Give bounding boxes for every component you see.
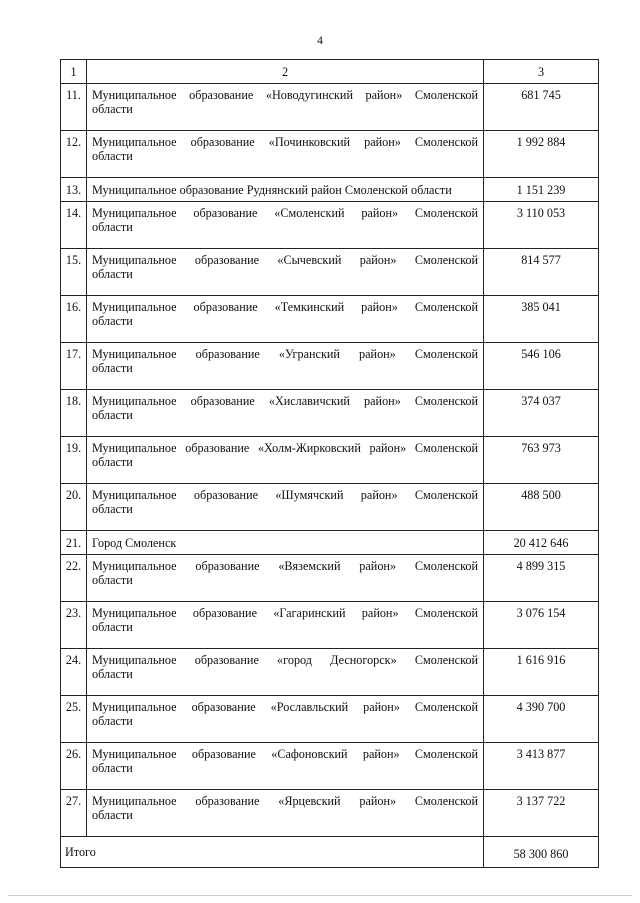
amount-value: 20 412 646 bbox=[484, 531, 599, 555]
column-header-name: 2 bbox=[87, 60, 484, 84]
municipality-name-line1: Муниципальное образование «Вяземский район» Смоленской bbox=[92, 559, 478, 573]
table-row bbox=[61, 178, 599, 202]
municipality-name-line2: области bbox=[92, 808, 133, 822]
table-row bbox=[61, 437, 599, 484]
municipality-name-line1: Муниципальное образование «Холм-Жирковский район» Смоленской bbox=[92, 441, 478, 455]
municipality-name-line1: Муниципальное образование «Хиславичский район» Смоленской bbox=[92, 394, 478, 408]
amount-value: 3 110 053 bbox=[484, 202, 599, 249]
municipality-name-line2: области bbox=[92, 220, 133, 234]
municipality-name-line1: Муниципальное образование «город Десногорск» Смоленской bbox=[92, 653, 478, 667]
amount-value: 4 899 315 bbox=[484, 555, 599, 602]
municipality-name-line2: области bbox=[92, 667, 133, 681]
column-header-number: 1 bbox=[61, 60, 87, 84]
municipality-name-line2: области bbox=[92, 102, 133, 116]
municipality-name bbox=[87, 296, 484, 343]
municipality-name-line1: Муниципальное образование «Ярцевский район» Смоленской bbox=[92, 794, 478, 808]
municipality-name bbox=[87, 202, 484, 249]
row-number: 16. bbox=[61, 296, 87, 343]
amount-value: 385 041 bbox=[484, 296, 599, 343]
municipality-name-line1: Муниципальное образование «Шумячский район» Смоленской bbox=[92, 488, 478, 502]
allocation-table bbox=[60, 59, 599, 868]
municipality-name bbox=[87, 390, 484, 437]
amount-value: 3 413 877 bbox=[484, 743, 599, 790]
table-row bbox=[61, 555, 599, 602]
municipality-name-line2: области bbox=[92, 455, 133, 469]
amount-value: 1 616 916 bbox=[484, 649, 599, 696]
table-row bbox=[61, 649, 599, 696]
table-row bbox=[61, 131, 599, 178]
table-header-row bbox=[61, 60, 599, 84]
row-number: 23. bbox=[61, 602, 87, 649]
row-number: 25. bbox=[61, 696, 87, 743]
row-number: 15. bbox=[61, 249, 87, 296]
municipality-name-line2: области bbox=[92, 620, 133, 634]
municipality-name-line2: области bbox=[92, 361, 133, 375]
table-row bbox=[61, 484, 599, 531]
municipality-name-line2: области bbox=[92, 408, 133, 422]
page-number: 4 bbox=[317, 33, 323, 47]
table-row bbox=[61, 531, 599, 555]
row-number: 19. bbox=[61, 437, 87, 484]
municipality-name-line1: Муниципальное образование «Темкинский район» Смоленской bbox=[92, 300, 478, 314]
municipality-name bbox=[87, 790, 484, 837]
municipality-name bbox=[87, 84, 484, 131]
amount-value: 1 151 239 bbox=[484, 178, 599, 202]
municipality-name-line1: Муниципальное образование «Рославльский район» Смоленской bbox=[92, 700, 478, 714]
municipality-name bbox=[87, 178, 484, 202]
amount-value: 763 973 bbox=[484, 437, 599, 484]
municipality-name bbox=[87, 743, 484, 790]
municipality-name-line1: Муниципальное образование «Новодугинский район» Смоленской bbox=[92, 88, 478, 102]
municipality-name bbox=[87, 531, 484, 555]
total-value: 58 300 860 bbox=[484, 837, 599, 868]
row-number: 22. bbox=[61, 555, 87, 602]
row-number: 21. bbox=[61, 531, 87, 555]
municipality-name bbox=[87, 131, 484, 178]
municipality-name bbox=[87, 249, 484, 296]
amount-value: 4 390 700 bbox=[484, 696, 599, 743]
table-row bbox=[61, 249, 599, 296]
row-number: 11. bbox=[61, 84, 87, 131]
table-row bbox=[61, 790, 599, 837]
table-row bbox=[61, 602, 599, 649]
table-row bbox=[61, 743, 599, 790]
municipality-name-line1: Муниципальное образование «Починковский район» Смоленской bbox=[92, 135, 478, 149]
row-number: 17. bbox=[61, 343, 87, 390]
table-row bbox=[61, 296, 599, 343]
amount-value: 814 577 bbox=[484, 249, 599, 296]
municipality-name-line1: Муниципальное образование «Сафоновский район» Смоленской bbox=[92, 747, 478, 761]
table-row bbox=[61, 343, 599, 390]
municipality-name-line2: области bbox=[92, 267, 133, 281]
municipality-name-line1: Муниципальное образование «Гагаринский район» Смоленской bbox=[92, 606, 478, 620]
table-row bbox=[61, 202, 599, 249]
column-header-amount: 3 bbox=[484, 60, 599, 84]
row-number: 20. bbox=[61, 484, 87, 531]
table-body bbox=[61, 60, 599, 868]
amount-value: 488 500 bbox=[484, 484, 599, 531]
row-number: 13. bbox=[61, 178, 87, 202]
municipality-name-line2: области bbox=[92, 149, 133, 163]
municipality-name-line1: Муниципальное образование Руднянский район Смоленской области bbox=[92, 182, 452, 197]
amount-value: 1 992 884 bbox=[484, 131, 599, 178]
municipality-name-line2: области bbox=[92, 714, 133, 728]
municipality-name-line2: области bbox=[92, 314, 133, 328]
municipality-name-line1: Муниципальное образование «Смоленский район» Смоленской bbox=[92, 206, 478, 220]
row-number: 26. bbox=[61, 743, 87, 790]
row-number: 18. bbox=[61, 390, 87, 437]
row-number: 14. bbox=[61, 202, 87, 249]
municipality-name bbox=[87, 555, 484, 602]
amount-value: 3 076 154 bbox=[484, 602, 599, 649]
scan-edge-line bbox=[8, 895, 632, 896]
row-number: 24. bbox=[61, 649, 87, 696]
municipality-name bbox=[87, 484, 484, 531]
municipality-name bbox=[87, 343, 484, 390]
municipality-name-line2: области bbox=[92, 761, 133, 775]
table-row bbox=[61, 84, 599, 131]
municipality-name bbox=[87, 437, 484, 484]
municipality-name-line2: области bbox=[92, 502, 133, 516]
municipality-name bbox=[87, 649, 484, 696]
municipality-name-line1: Муниципальное образование «Сычевский район» Смоленской bbox=[92, 253, 478, 267]
row-number: 27. bbox=[61, 790, 87, 837]
amount-value: 681 745 bbox=[484, 84, 599, 131]
total-row bbox=[61, 837, 599, 868]
amount-value: 546 106 bbox=[484, 343, 599, 390]
amount-value: 3 137 722 bbox=[484, 790, 599, 837]
total-label: Итого bbox=[61, 837, 484, 868]
municipality-name bbox=[87, 696, 484, 743]
row-number: 12. bbox=[61, 131, 87, 178]
table-row bbox=[61, 390, 599, 437]
municipality-name-line1: Город Смоленск bbox=[92, 535, 177, 550]
municipality-name-line1: Муниципальное образование «Угранский район» Смоленской bbox=[92, 347, 478, 361]
municipality-name bbox=[87, 602, 484, 649]
table-row bbox=[61, 696, 599, 743]
amount-value: 374 037 bbox=[484, 390, 599, 437]
municipality-name-line2: области bbox=[92, 573, 133, 587]
